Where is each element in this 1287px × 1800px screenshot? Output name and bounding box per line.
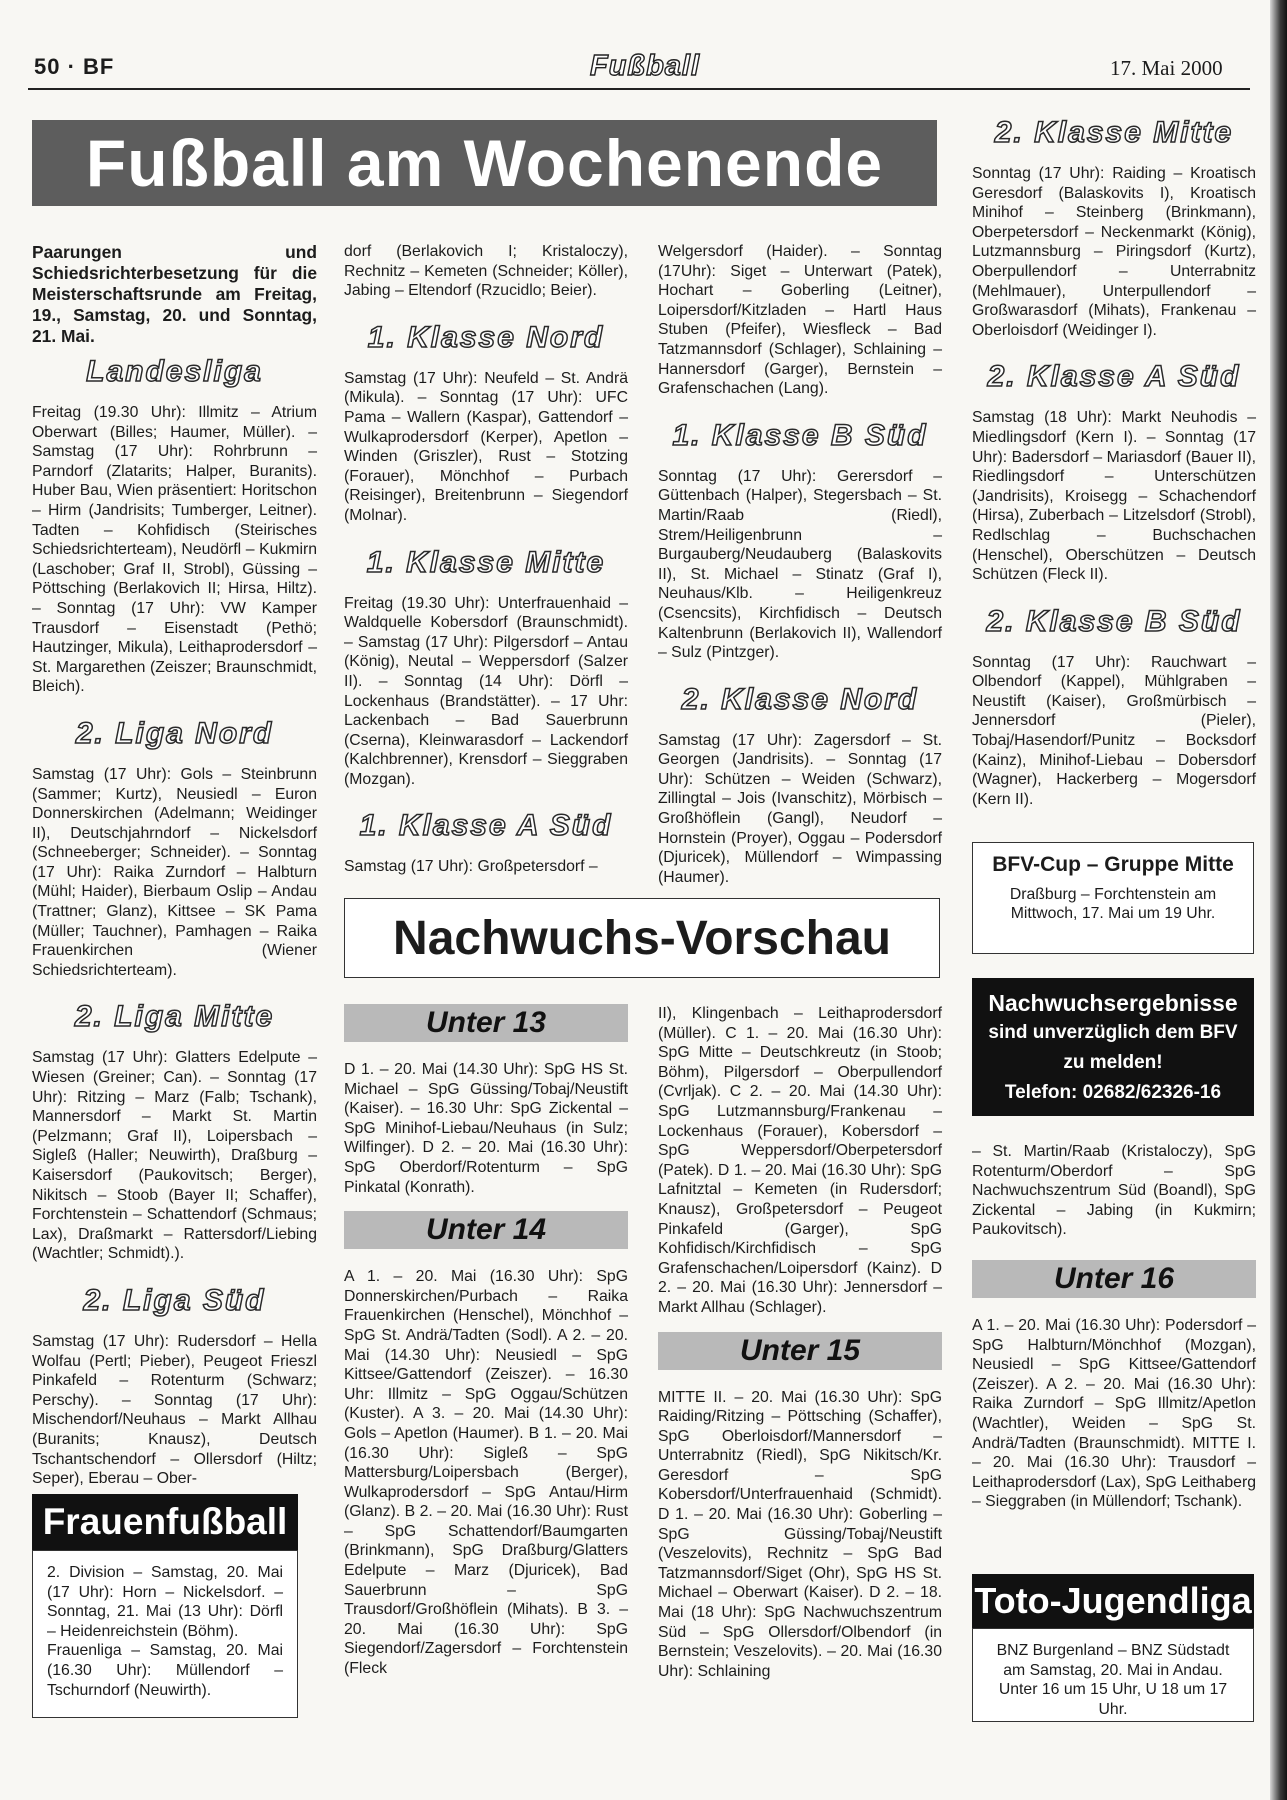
klasse2-a-sued-text: Samstag (18 Uhr): Markt Neuhodis – Miedlingsdorf (Kern I). – Sonntag (17 Uhr): Badersdorf – Mariasdorf (Bauer II), Riedlingsdorf – Unterschützen (Jandrisits), Kroisegg – Schachendorf (Hirsa), Zuberbach – Litzelsdorf (Strobl), Redlschlag – Buchschachen (Henschel), Oberschützen – Deutsch Schützen (Fleck II). (972, 409, 1256, 584)
column-2-lower (344, 1004, 628, 1679)
nachwuchsergebnisse-line2: zu melden! (1063, 1052, 1163, 1073)
klasse2-nord-text: Samstag (17 Uhr): Zagersdorf – St. Georgen (Jandrisits). – Sonntag (17 Uhr): Schützen – Weiden (Schwarz), Zillingtal – Jois (Ivanschitz), Mörbisch – Großhöflein (Gangl), Neudorf – Hornstein (Proyer), Oggau – Podersdorf (Djuricek), Müllendorf – Wimpassing (Haumer). (658, 731, 942, 886)
column-3-lower (658, 1004, 942, 1681)
liga2-nord-heading: 2. Liga Nord (75, 716, 274, 750)
column-2 (344, 242, 628, 877)
unter16-heading: Unter 16 (972, 1260, 1256, 1298)
bfv-cup-text: Draßburg – Forchtenstein am Mittwoch, 17. Mai um 19 Uhr. (1009, 885, 1217, 923)
liga2-sued-heading: 2. Liga Süd (83, 1283, 266, 1317)
klasse1-nord-heading: 1. Klasse Nord (367, 320, 605, 354)
page-edge-shadow (1270, 0, 1287, 1800)
unter15-text: MITTE II. – 20. Mai (16.30 Uhr): SpG Raiding/Ritzing – Pöttsching (Schaffer), SpG Oberloisdorf/Mannersdorf – Unterrabnitz (Riedl), SpG Nikitsch/Kr. Geresdorf – SpG Kobersdorf/Unterfrauenhaid (Schmidt). D 1. – 20. Mai (16.30 Uhr): Goberling – SpG Güssing/Tobaj/Neustift (Veszelovits), Rechnitz – SpG Bad Tatzmannsdorf/Siget (Ohr), SpG HS St. Michael – Oberwart (Kaiser). D 2. – 18. Mai (18 Uhr): SpG Nachwuchszentrum Süd – SpG Ollersdorf/Olbendorf (in Bernstein; Veszelovits). – 20. Mai (16.30 Uhr): Schlaining (658, 1388, 942, 1680)
bfv-cup-box (972, 842, 1254, 954)
nachwuchsergebnisse-title: Nachwuchsergebnisse (988, 990, 1238, 1016)
intro-text: Paarungen und Schiedsrichterbesetzung für die Meisterschaftsrunde am Freitag, 19., Samstag, 20. und Sonntag, 21. Mai. (32, 242, 317, 346)
nachwuchs-vorschau-title: Nachwuchs-Vorschau (344, 898, 940, 978)
klasse2-a-sued-heading: 2. Klasse A Süd (987, 360, 1241, 394)
column-4 (972, 112, 1256, 809)
klasse1-a-sued-heading: 1. Klasse A Süd (359, 809, 613, 843)
toto-jugendliga-box (972, 1574, 1254, 1724)
column-1 (32, 242, 317, 1489)
header-rule (28, 88, 1250, 90)
unter14-text: A 1. – 20. Mai (16.30 Uhr): SpG Donnerskirchen/Purbach – Raika Frauenkirchen (Henschel), Mönchhof – SpG St. Andrä/Tadten (Sodl). A 2. – 20. Mai (14.30 Uhr): Neusiedl – SpG Kittsee/Gattendorf (Zeiszer). – 16.30 Uhr: Illmitz – SpG Oggau/Schützen (Kuster). A 3. – 20. Mai (14.30 Uhr): Gols – Apetlon (Haumer). B 1. – 20. Mai (16.30 Uhr): Sigleß – SpG Mattersburg/Loipersbach (Berger), Wulkaprodersdorf – SpG Antau/Hirm (Glanz). B 2. – 20. Mai (16.30 Uhr): Rust – SpG Schattendorf/Baumgarten (Brinkmann), SpG Draßburg/Glatters Edelpute – Marz (Djuricek), Bad Sauerbrunn – SpG Trausdorf/Großhöflein (Mihats). B 3. – 20. Mai (16.30 Uhr): SpG Siegendorf/Zagersdorf – Forchtenstein (Fleck (344, 1268, 628, 1678)
unter13-text: D 1. – 20. Mai (14.30 Uhr): SpG HS St. Michael – SpG Güssing/Tobaj/Neustift (Kaiser). – 16.30 Uhr: SpG Zickental – SpG Minihof-Liebau/Neuhaus (in Sulz; Wilfinger). D 2. – 20. Mai (16.30 Uhr): SpG Oberdorf/Rotenturm – SpG Pinkatal (Konrath). (344, 1061, 628, 1196)
unter14-heading: Unter 14 (344, 1211, 628, 1249)
liga2-sued-continued: dorf (Berlakovich I; Kristaloczy), Rechnitz – Kemeten (Schneider; Köller), Jabing – Eltendorf (Rzucidlo; Beier). (344, 243, 628, 300)
liga2-sued-text: Samstag (17 Uhr): Rudersdorf – Hella Wolfau (Pertl; Pieber), Peugeot Frieszl Pinkafeld – Rotenturm (Schwarz; Perschy). – Sonntag (17 Uhr): Mischendorf/Neuhaus – Markt Allhau (Buranits; Knausz), Deutsch Tschantschendorf – Ollersdorf (Hiltz; Seper), Eberau – Ober- (32, 1332, 317, 1488)
klasse1-nord-text: Samstag (17 Uhr): Neufeld – St. Andrä (Mikula). – Sonntag (17 Uhr): UFC Pama – Wallern (Kaspar), Gattendorf – Wulkaprodersdorf (Kerper), Apetlon – Winden (Griszler), Rust – Stotzing (Forauer), Mönchhof – Purbach (Reisinger), Breitenbrunn – Siegendorf (Molnar). (344, 369, 628, 524)
landesliga-text: Freitag (19.30 Uhr): Illmitz – Atrium Oberwart (Billes; Haumer, Müller). – Samstag (17 Uhr): Rohrbrunn – Parndorf (Zlatarits; Halper, Buranits). Huber Bau, Wien präsentiert: Horitschon – Hirm (Jandrisits; Tumberger, Leitner). Tadten – Kohfidisch (Steirisches Schiedsrichterteam), Neudörfl – Kukmirn (Laschober; Graf II, Strobl), Güssing – Pöttsching (Berlakovich II; Hirsa, Hiltz). – Sonntag (17 Uhr): VW Kamper Trausdorf – Eisenstadt (Pethö; Hautzinger, Mikula), Leithaprodersdorf – St. Margarethen (Zeiszer; Braunschmidt, Bleich). (32, 404, 317, 696)
frauenfussball-box (32, 1494, 298, 1718)
frauenfussball-body (32, 1550, 298, 1718)
frauenliga-text: Frauenliga – Samstag, 20. Mai (16.30 Uhr): Müllendorf – Tschurndorf (Neuwirth). (47, 1642, 283, 1699)
column-4-lower (972, 1142, 1256, 1512)
column-3 (658, 242, 942, 887)
landesliga-heading: Landesliga (86, 355, 263, 388)
klasse1-b-sued-text: Sonntag (17 Uhr): Gerersdorf – Güttenbach (Halper), Stegersbach – St. Martin/Raab (Riedl), Strem/Heiligenbrunn – Burgauberg/Neudauberg (Balaskovits II), St. Michael – Stinatz (Graf I), Neuhaus/Klb. – Heiligenkreuz (Csencsits), Kirchfidisch – Deutsch Kaltenbrunn (Berlakovich II), Wallendorf – Sulz (Pintzger). (658, 467, 942, 662)
unter13-heading: Unter 13 (344, 1004, 628, 1042)
klasse1-a-sued-text: Samstag (17 Uhr): Großpetersdorf – (344, 858, 598, 876)
liga2-mitte-heading: 2. Liga Mitte (74, 1000, 275, 1034)
klasse2-b-sued-heading: 2. Klasse B Süd (986, 604, 1242, 638)
klasse1-mitte-text: Freitag (19.30 Uhr): Unterfrauenhaid – Waldquelle Kobersdorf (Braunschmidt). – Samstag (17 Uhr): Pilgersdorf – Antau (König), Neutal – Weppersdorf (Salzer II). – Sonntag (14 Uhr): Dörfl – Lockenhaus (Brandstätter). – 17 Uhr: Lackenbach – Bad Sauerbrunn (Cserna), Kleinwarasdorf – Lackendorf (Kalchbrenner), Krensdorf – Sieggraben (Mozgan). (344, 594, 628, 788)
unter14-continued: II), Klingenbach – Leithaprodersdorf (Müller). C 1. – 20. Mai (16.30 Uhr): SpG Mitte – Deutschkreutz (in Stoob; Böhm), Pilgersdorf – Oberpullendorf (Cvrljak). C 2. – 20. Mai (14.30 Uhr): SpG Lutzmannsburg/Frankenau – Lockenhaus (Forauer), Kobersdorf – SpG Weppersdorf/Oberpetersdorf (Patek). D 1. – 20. Mai (16.30 Uhr): SpG Lafnitztal – Kemeten (in Rudersdorf; Knausz), Großpetersdorf – Peugeot Pinkafeld (Garger), SpG Kohfidisch/Kirchfidisch – SpG Grafenschachen/Loipersdorf (Kainz). D 2. – 20. Mai (16.30 Uhr): Jennersdorf – Markt Allhau (Schlager). (658, 1005, 942, 1316)
klasse2-b-sued-text: Sonntag (17 Uhr): Rauchwart – Olbendorf (Kappel), Mühlgraben – Neustift (Kaiser), Großmürbisch – Jennersdorf (Pieler), Tobaj/Hasendorf/Punitz – Bocksdorf (Kainz), Minihof-Liebau – Dobersdorf (Wagner), Hackerberg – Mogersdorf (Kern II). (972, 653, 1256, 808)
nachwuchsergebnisse-box (972, 978, 1254, 1116)
liga2-mitte-text: Samstag (17 Uhr): Glatters Edelpute – Wiesen (Greiner; Can). – Sonntag (17 Uhr): Ritzing – Marz (Falb; Tschank), Mannersdorf – Markt St. Martin (Pelzmann; Graf II), Loipersbach – Sigleß (Haller; Neuwirth), Draßburg – Kaisersdorf (Paukovitsch; Berger), Nikitsch – Stoob (Bayer II; Schaffer), Forchtenstein – Schattendorf (Schmaus; Lax), Draßmarkt – Rattersdorf/Liebing (Wachtler; Schmidt).). (32, 1049, 317, 1263)
klasse2-mitte-heading: 2. Klasse Mitte (994, 116, 1234, 149)
nachwuchsergebnisse-line1: sind unverzüglich dem BFV (988, 1022, 1238, 1043)
page-number: 50 · BF (34, 54, 115, 79)
frauenfussball-title: Frauenfußball (32, 1494, 298, 1550)
frauen-division-text: 2. Division – Samstag, 20. Mai (17 Uhr): Horn – Nickelsdorf. – Sonntag, 21. Mai (13 Uhr): Dörfl – Heidenreichstein (Böhm). (47, 1564, 283, 1640)
toto-jugendliga-text: BNZ Burgenland – BNZ Südstadt am Samstag, 20. Mai in Andau. Unter 16 um 15 Uhr, U 18 um 17 Uhr. (972, 1628, 1254, 1722)
klasse1-a-sued-continued: Welgersdorf (Haider). – Sonntag (17Uhr): Siget – Unterwart (Patek), Hochart – Goberling (Leitner), Loipersdorf/Kitzladen – Hartl Haus Stuben (Pfeifer), Wiesfleck – Bad Tatzmannsdorf (Schlager), Schlaining – Hannersdorf (Garger), Bernstein – Grafenschachen (Lang). (658, 243, 942, 398)
bfv-cup-title: BFV-Cup – Gruppe Mitte (992, 853, 1234, 876)
klasse2-mitte-text: Sonntag (17 Uhr): Raiding – Kroatisch Geresdorf (Balaskovits I), Kroatisch Minihof – Steinberg (Brinkmann), Oberpetersdorf – Neckenmarkt (König), Lutzmannsburg – Piringsdorf (Kurtz), Oberpullendorf – Unterrabnitz (Mehlmauer), Unterpullendorf – Großwarasdorf (Mihats), Frankenau – Oberloisdorf (Weidinger I). (972, 165, 1256, 339)
klasse1-b-sued-heading: 1. Klasse B Süd (672, 418, 928, 452)
section-name: Fußball (589, 50, 701, 82)
liga2-nord-text: Samstag (17 Uhr): Gols – Steinbrunn (Sammer; Kurtz), Neusiedl – Euron Donnerskirchen (Adelmann; Weidinger II), Deutschjahrndorf – Nickelsdorf (Schneeberger; Schneider). – Sonntag (17 Uhr): Raika Zurndorf – Halbturn (Mühl; Haider), Bierbaum Oslip – Andau (Trattner; Glanz), Kittsee – SK Pama (Müller; Tauchner), Pamhagen – Raika Frauenkirchen (Wiener Schiedsrichterteam). (32, 765, 317, 979)
klasse2-nord-heading: 2. Klasse Nord (681, 682, 919, 716)
toto-jugendliga-title: Toto-Jugendliga (972, 1574, 1254, 1628)
unter15-continued: – St. Martin/Raab (Kristaloczy), SpG Rotenturm/Oberdorf – SpG Nachwuchszentrum Süd (Boandl), SpG Zickental – Jabing (in Kukmirn; Paukovitsch). (972, 1143, 1256, 1239)
bfv-phone: Telefon: 02682/62326-16 (1004, 1082, 1222, 1103)
headline-banner: Fußball am Wochenende (32, 120, 937, 206)
unter15-heading: Unter 15 (658, 1332, 942, 1370)
issue-date: 17. Mai 2000 (1110, 56, 1223, 80)
unter16-text: A 1. – 20. Mai (16.30 Uhr): Podersdorf – SpG Halbturn/Mönchhof (Mozgan), Neusiedl – SpG Kittsee/Gattendorf (Zeiszer). A 2. – 20. Mai (16.30 Uhr): Raika Zurndorf – SpG Illmitz/Apetlon (Wachtler), Weiden – SpG St. Andrä/Tadten (Braunschmidt). MITTE I. – 20. Mai (16.30 Uhr): Trausdorf – Leithaprodersdorf (Lax), SpG Leithaberg – Sieggraben (in Müllendorf; Tschank). (972, 1316, 1256, 1511)
klasse1-mitte-heading: 1. Klasse Mitte (366, 545, 606, 579)
